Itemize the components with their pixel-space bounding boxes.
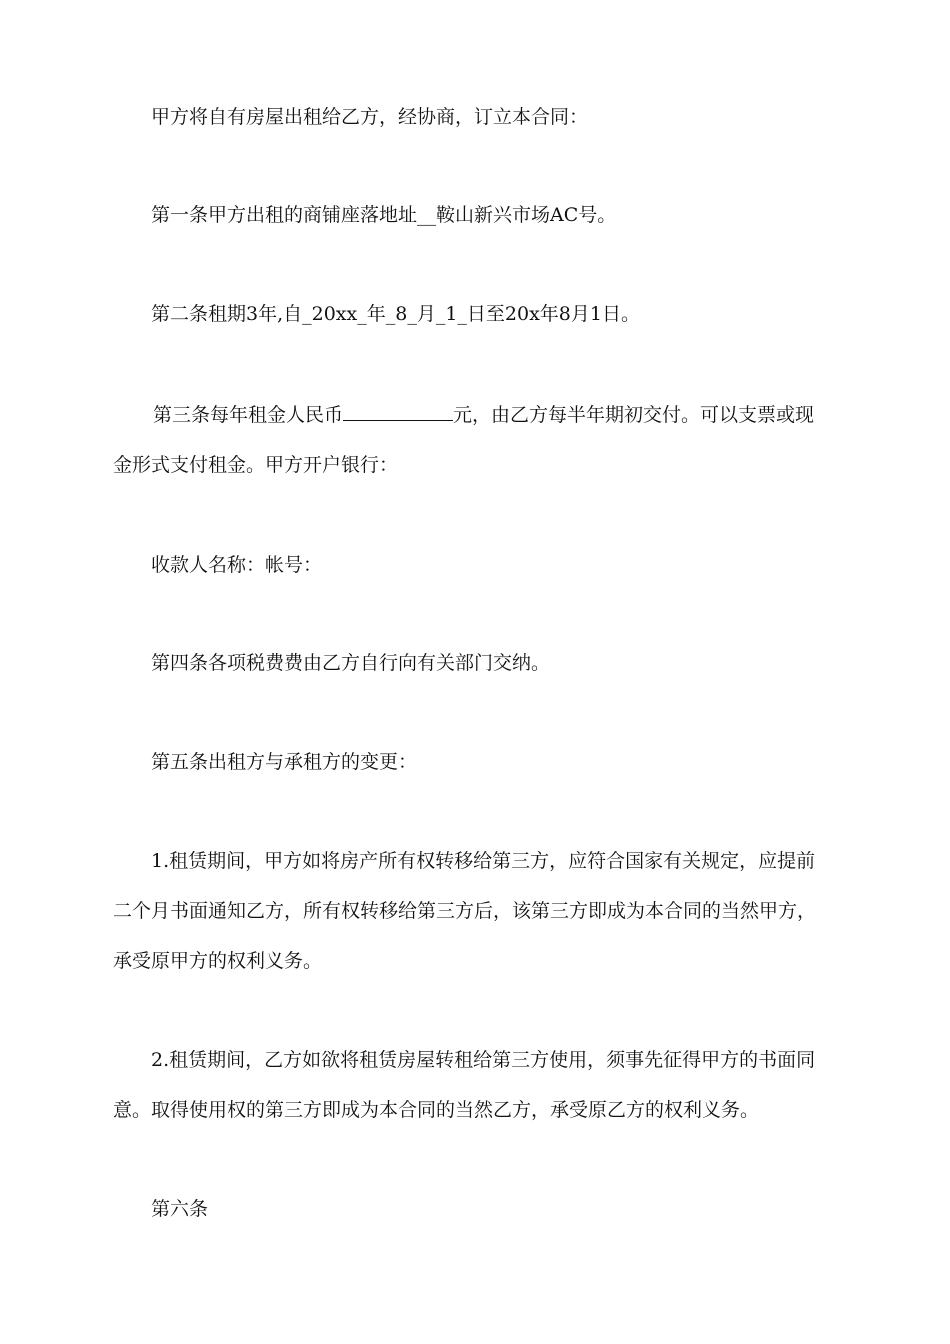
article-1-paragraph [113,190,838,240]
article-6-paragraph [113,1184,838,1234]
article-2-line: 第二条租期3年,自_20xx_年_8_月_1_日至20x年8月1日。 [151,303,640,325]
article-1-line: 第一条甲方出租的商铺座落地址__鞍山新兴市场AC号。 [151,204,617,226]
clause-2-paragraph [113,1035,838,1135]
clause-1-line-1: 1.租赁期间，甲方如将房产所有权转移给第三方，应符合国家有关规定，应提前 [151,850,816,872]
clause-1-line-2: 二个月书面通知乙方，所有权转移给第三方后，该第三方即成为本合同的当然甲方， [113,900,817,922]
article-3-text-a: 第三条每年租金人民币 [153,404,344,426]
rent-amount-blank [343,404,453,421]
article-5-line: 第五条出租方与承租方的变更： [151,751,418,773]
article-6-line: 第六条 [151,1198,209,1220]
article-4-line: 第四条各项税费费由乙方自行向有关部门交纳。 [151,652,551,674]
clause-2-line-2: 意。取得使用权的第三方即成为本合同的当然乙方，承受原乙方的权利义务。 [113,1099,760,1121]
article-3-text-b: 元，由乙方每半年期初交付。可以支票或现 [453,404,815,426]
clause-1-paragraph [113,836,838,986]
article-5-paragraph [113,737,838,787]
clause-1-line-3: 承受原甲方的权利义务。 [113,950,323,972]
intro-paragraph [113,92,838,142]
article-3-paragraph [113,390,838,490]
intro-line: 甲方将自有房屋出租给乙方，经协商，订立本合同： [151,106,589,128]
payee-paragraph [113,540,838,590]
article-3-line-2: 金形式支付租金。甲方开户银行： [113,454,399,476]
article-4-paragraph [113,638,838,688]
payee-line: 收款人名称：帐号： [151,554,323,576]
article-3-line-1 [113,390,838,440]
clause-2-line-1: 2.租赁期间，乙方如欲将租赁房屋转租给第三方使用，须事先征得甲方的书面同 [151,1049,816,1071]
article-2-paragraph [113,289,838,339]
